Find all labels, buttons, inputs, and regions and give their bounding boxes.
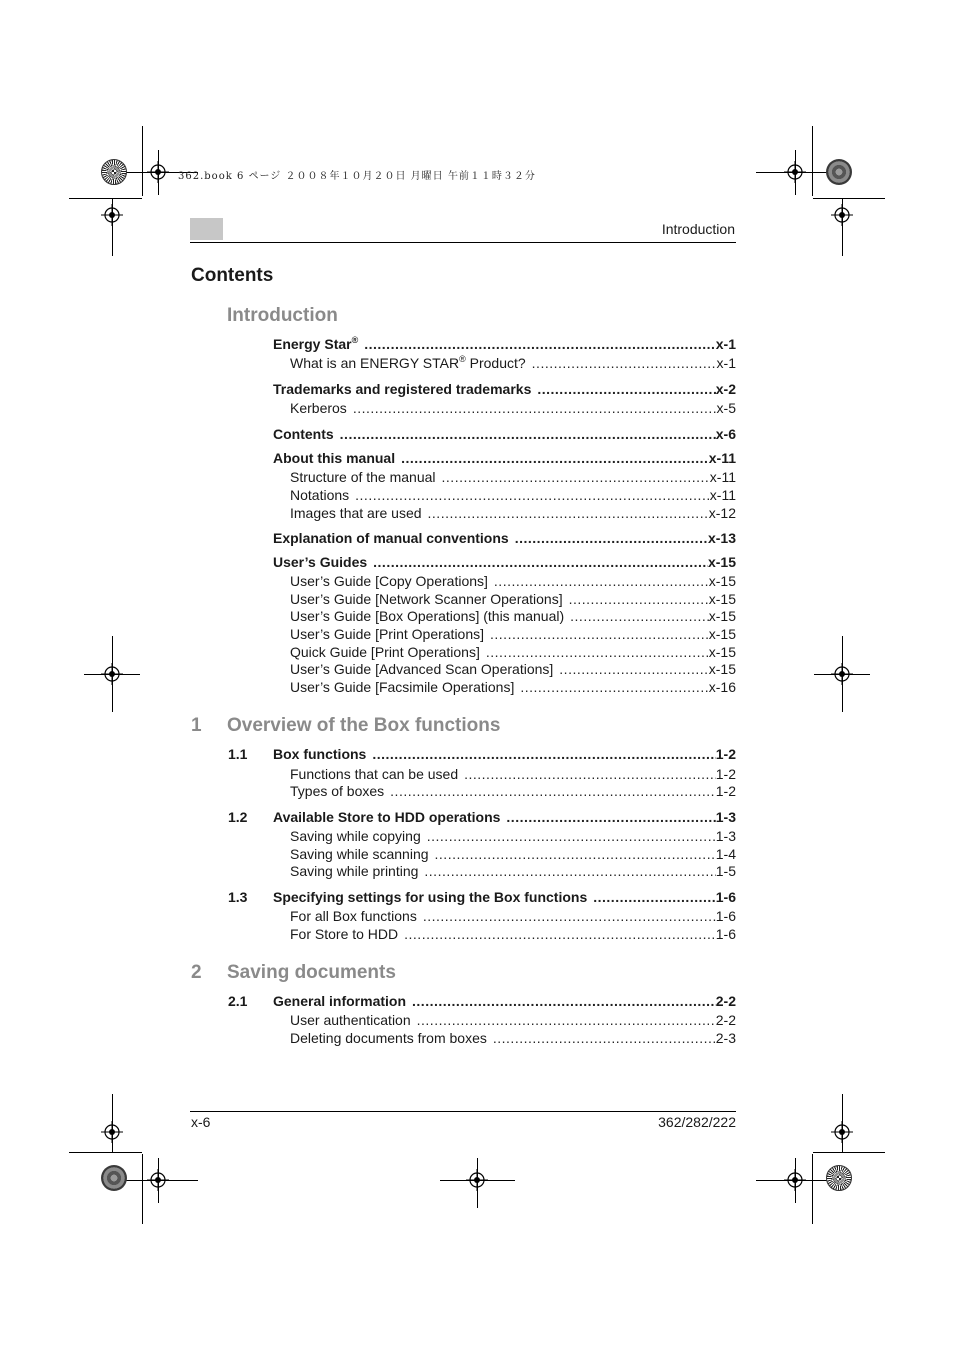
page-reference: 1-4 xyxy=(715,846,736,862)
dot-leader xyxy=(570,607,709,625)
toc-subentry[interactable] xyxy=(228,827,736,845)
dot-leader xyxy=(442,468,710,486)
entry-label-text: Specifying settings for using the Box functions xyxy=(273,889,588,905)
entry-label xyxy=(290,504,428,522)
footer-model: 362/282/222 xyxy=(658,1114,736,1130)
entry-label-text: Box functions xyxy=(273,746,367,762)
registration-target-icon xyxy=(147,161,169,183)
dot-leader xyxy=(373,553,708,571)
registration-target-icon xyxy=(784,161,806,183)
toc-entry[interactable] xyxy=(228,992,736,1010)
page-reference: 1-2 xyxy=(715,746,736,762)
page-reference: 1-6 xyxy=(715,926,736,942)
entry-label xyxy=(290,782,390,800)
entry-label-text: For all Box functions xyxy=(290,908,417,924)
entry-label xyxy=(290,1011,417,1029)
chapter-number: 2 xyxy=(191,962,202,983)
toc-entry[interactable] xyxy=(228,553,736,571)
toc-entry[interactable] xyxy=(228,529,736,547)
entry-label xyxy=(273,449,401,467)
entry-label-text: Functions that can be used xyxy=(290,766,459,782)
entry-label-text: What is an ENERGY STAR xyxy=(290,355,460,371)
entry-label-text: Kerberos xyxy=(290,400,347,416)
dot-leader xyxy=(520,678,708,696)
toc-subentry[interactable] xyxy=(228,862,736,880)
toc-subentry[interactable] xyxy=(228,590,736,608)
page-reference: x-1 xyxy=(715,336,736,352)
chapter-title: Saving documents xyxy=(227,962,396,983)
entry-label-text: For Store to HDD xyxy=(290,926,399,942)
entry-label-text: Trademarks and registered trademarks xyxy=(273,381,532,397)
dot-leader xyxy=(490,625,709,643)
dot-leader xyxy=(593,888,716,906)
entry-label-text: Energy Star xyxy=(273,336,352,352)
page-reference: x-11 xyxy=(709,487,736,503)
page-reference: x-15 xyxy=(708,626,736,642)
toc-subentry[interactable] xyxy=(228,765,736,783)
entry-label-text: Contents xyxy=(273,426,334,442)
toc-subentry[interactable] xyxy=(228,643,736,661)
header-title: Introduction xyxy=(661,221,735,237)
entry-label-text: User’s Guide [Copy Operations] xyxy=(290,573,488,589)
entry-label xyxy=(290,862,424,880)
toc-subentry[interactable] xyxy=(228,354,736,372)
page-reference: 1-2 xyxy=(715,783,736,799)
entry-label-text: Deleting documents from boxes xyxy=(290,1030,487,1046)
dot-leader xyxy=(493,1029,716,1047)
section-number: 1.2 xyxy=(228,809,248,825)
page-reference: x-5 xyxy=(716,400,736,416)
dot-leader xyxy=(340,425,716,443)
registered-mark: ® xyxy=(351,335,359,345)
dot-leader xyxy=(401,449,709,467)
page-reference: x-15 xyxy=(708,661,736,677)
entry-label xyxy=(290,678,520,696)
dot-leader xyxy=(486,643,709,661)
entry-label-text: Images that are used xyxy=(290,505,422,521)
page-reference: x-11 xyxy=(709,469,736,485)
entry-label xyxy=(290,1029,493,1047)
entry-label-text: Saving while copying xyxy=(290,828,421,844)
toc-entry[interactable] xyxy=(228,335,736,353)
page-reference: 1-6 xyxy=(715,889,736,905)
entry-label-text: Notations xyxy=(290,487,350,503)
dot-leader xyxy=(569,590,709,608)
page-reference: x-11 xyxy=(708,450,736,466)
registration-target-icon xyxy=(466,1169,488,1191)
page-title: Contents xyxy=(191,265,274,286)
header-tab-box xyxy=(190,218,223,240)
toc-subentry[interactable] xyxy=(228,625,736,643)
entry-label xyxy=(290,572,494,590)
page-reference: 1-2 xyxy=(715,766,736,782)
registration-target-icon xyxy=(101,1121,123,1143)
registration-target-icon xyxy=(831,204,853,226)
header-rule xyxy=(190,242,736,243)
dot-leader xyxy=(559,660,708,678)
section-number: 1.3 xyxy=(228,889,248,905)
entry-label xyxy=(273,529,515,547)
toc-subentry[interactable] xyxy=(228,1011,736,1029)
toc-subentry[interactable] xyxy=(228,607,736,625)
toc-entry[interactable] xyxy=(228,745,736,763)
toc-subentry[interactable] xyxy=(228,660,736,678)
entry-label xyxy=(273,425,340,443)
dot-leader xyxy=(494,572,709,590)
page-reference: x-15 xyxy=(707,554,736,570)
toc-entry[interactable] xyxy=(228,808,736,826)
entry-label-text: Quick Guide [Print Operations] xyxy=(290,644,480,660)
page-reference: x-16 xyxy=(708,679,736,695)
entry-label xyxy=(290,625,490,643)
registration-target-icon xyxy=(147,1169,169,1191)
color-rosette-icon xyxy=(101,1165,127,1191)
entry-label xyxy=(290,765,464,783)
page-reference: 1-3 xyxy=(715,809,736,825)
entry-label xyxy=(290,907,423,925)
entry-label xyxy=(273,808,506,826)
entry-label xyxy=(273,553,373,571)
toc-entry[interactable] xyxy=(228,380,736,398)
entry-label-text: User’s Guide [Network Scanner Operations] xyxy=(290,591,563,607)
section-number: 2.1 xyxy=(228,993,248,1009)
entry-label xyxy=(290,590,569,608)
entry-label-text: General information xyxy=(273,993,407,1009)
page-reference: 2-2 xyxy=(715,1012,736,1028)
entry-label xyxy=(290,827,427,845)
footer-page-number: x-6 xyxy=(191,1114,211,1130)
toc-subentry[interactable] xyxy=(228,486,736,504)
entry-label-text: User authentication xyxy=(290,1012,411,1028)
toc-subentry[interactable] xyxy=(228,468,736,486)
footer-rule xyxy=(190,1111,736,1112)
chapter-title: Overview of the Box functions xyxy=(227,715,501,736)
registration-target-icon xyxy=(831,1121,853,1143)
toc-subentry[interactable] xyxy=(228,907,736,925)
entry-label-text: Structure of the manual xyxy=(290,469,436,485)
entry-label-text: User’s Guide [Facsimile Operations] xyxy=(290,679,515,695)
entry-label xyxy=(290,925,404,943)
toc-subentry[interactable] xyxy=(228,925,736,943)
entry-label xyxy=(290,643,486,661)
entry-label xyxy=(290,468,442,486)
dot-leader xyxy=(353,399,717,417)
entry-label xyxy=(290,486,355,504)
toc-subentry[interactable] xyxy=(228,572,736,590)
toc-subentry[interactable] xyxy=(228,678,736,696)
page-reference: 1-6 xyxy=(715,908,736,924)
entry-label-text: Explanation of manual conventions xyxy=(273,530,509,546)
toc-subentry[interactable] xyxy=(228,399,736,417)
dot-leader xyxy=(423,907,716,925)
toc-subentry[interactable] xyxy=(228,845,736,863)
entry-label-text: About this manual xyxy=(273,450,396,466)
color-rosette-icon xyxy=(826,1165,852,1191)
registration-target-icon xyxy=(101,204,123,226)
page-reference: x-15 xyxy=(708,644,736,660)
entry-label-text: Saving while scanning xyxy=(290,846,429,862)
dot-leader xyxy=(428,504,709,522)
dot-leader xyxy=(537,380,715,398)
dot-leader xyxy=(404,925,716,943)
page-reference: x-15 xyxy=(708,573,736,589)
entry-label xyxy=(273,888,593,906)
dot-leader xyxy=(364,335,716,353)
dot-leader xyxy=(464,765,716,783)
toc-entry[interactable] xyxy=(228,888,736,906)
dot-leader xyxy=(390,782,716,800)
entry-label-text: Types of boxes xyxy=(290,783,385,799)
entry-label xyxy=(290,660,559,678)
entry-label xyxy=(273,380,537,398)
registration-target-icon xyxy=(784,1169,806,1191)
toc-subentry[interactable] xyxy=(228,782,736,800)
dot-leader xyxy=(372,745,715,763)
dot-leader xyxy=(355,486,710,504)
entry-label xyxy=(273,745,372,763)
toc-entry[interactable] xyxy=(228,449,736,467)
toc-subentry[interactable] xyxy=(228,1029,736,1047)
entry-label xyxy=(290,845,435,863)
registration-target-icon xyxy=(101,663,123,685)
print-stamp: 362.book 6 ページ ２００８年１０月２０日 月曜日 午前１１時３２分 xyxy=(178,171,536,182)
entry-label-text: User’s Guide [Advanced Scan Operations] xyxy=(290,661,554,677)
entry-label-text: User’s Guides xyxy=(273,554,368,570)
registration-target-icon xyxy=(831,663,853,685)
dot-leader xyxy=(515,529,708,547)
dot-leader xyxy=(412,992,716,1010)
page-reference: x-15 xyxy=(708,591,736,607)
page-reference: x-15 xyxy=(708,608,736,624)
page-reference: 1-5 xyxy=(715,863,736,879)
dot-leader xyxy=(506,808,715,826)
section-number: 1.1 xyxy=(228,746,248,762)
entry-label xyxy=(290,399,353,417)
registered-mark: ® xyxy=(459,354,466,364)
entry-label-text: Saving while printing xyxy=(290,863,419,879)
toc-entry[interactable] xyxy=(228,425,736,443)
entry-label xyxy=(273,992,412,1010)
page-reference: x-13 xyxy=(707,530,736,546)
chapter-title: Introduction xyxy=(227,305,338,326)
entry-label-text: User’s Guide [Box Operations] (this manual) xyxy=(290,608,565,624)
page-reference: x-1 xyxy=(716,355,736,371)
color-rosette-icon xyxy=(826,159,852,185)
dot-leader xyxy=(417,1011,716,1029)
chapter-number: 1 xyxy=(191,715,202,736)
entry-label-text: User’s Guide [Print Operations] xyxy=(290,626,485,642)
toc-subentry[interactable] xyxy=(228,504,736,522)
page-reference: x-6 xyxy=(715,426,736,442)
entry-label-suffix: Product? xyxy=(465,355,526,371)
page-reference: 2-2 xyxy=(715,993,736,1009)
page-reference: x-2 xyxy=(715,381,736,397)
page-reference: x-12 xyxy=(708,505,736,521)
entry-label-text: Available Store to HDD operations xyxy=(273,809,501,825)
entry-label xyxy=(273,335,364,353)
entry-label xyxy=(290,354,532,372)
dot-leader xyxy=(427,827,716,845)
color-rosette-icon xyxy=(101,159,127,185)
page-reference: 1-3 xyxy=(715,828,736,844)
entry-label xyxy=(290,607,570,625)
dot-leader xyxy=(435,845,716,863)
dot-leader xyxy=(532,354,717,372)
page-reference: 2-3 xyxy=(715,1030,736,1046)
dot-leader xyxy=(424,862,715,880)
